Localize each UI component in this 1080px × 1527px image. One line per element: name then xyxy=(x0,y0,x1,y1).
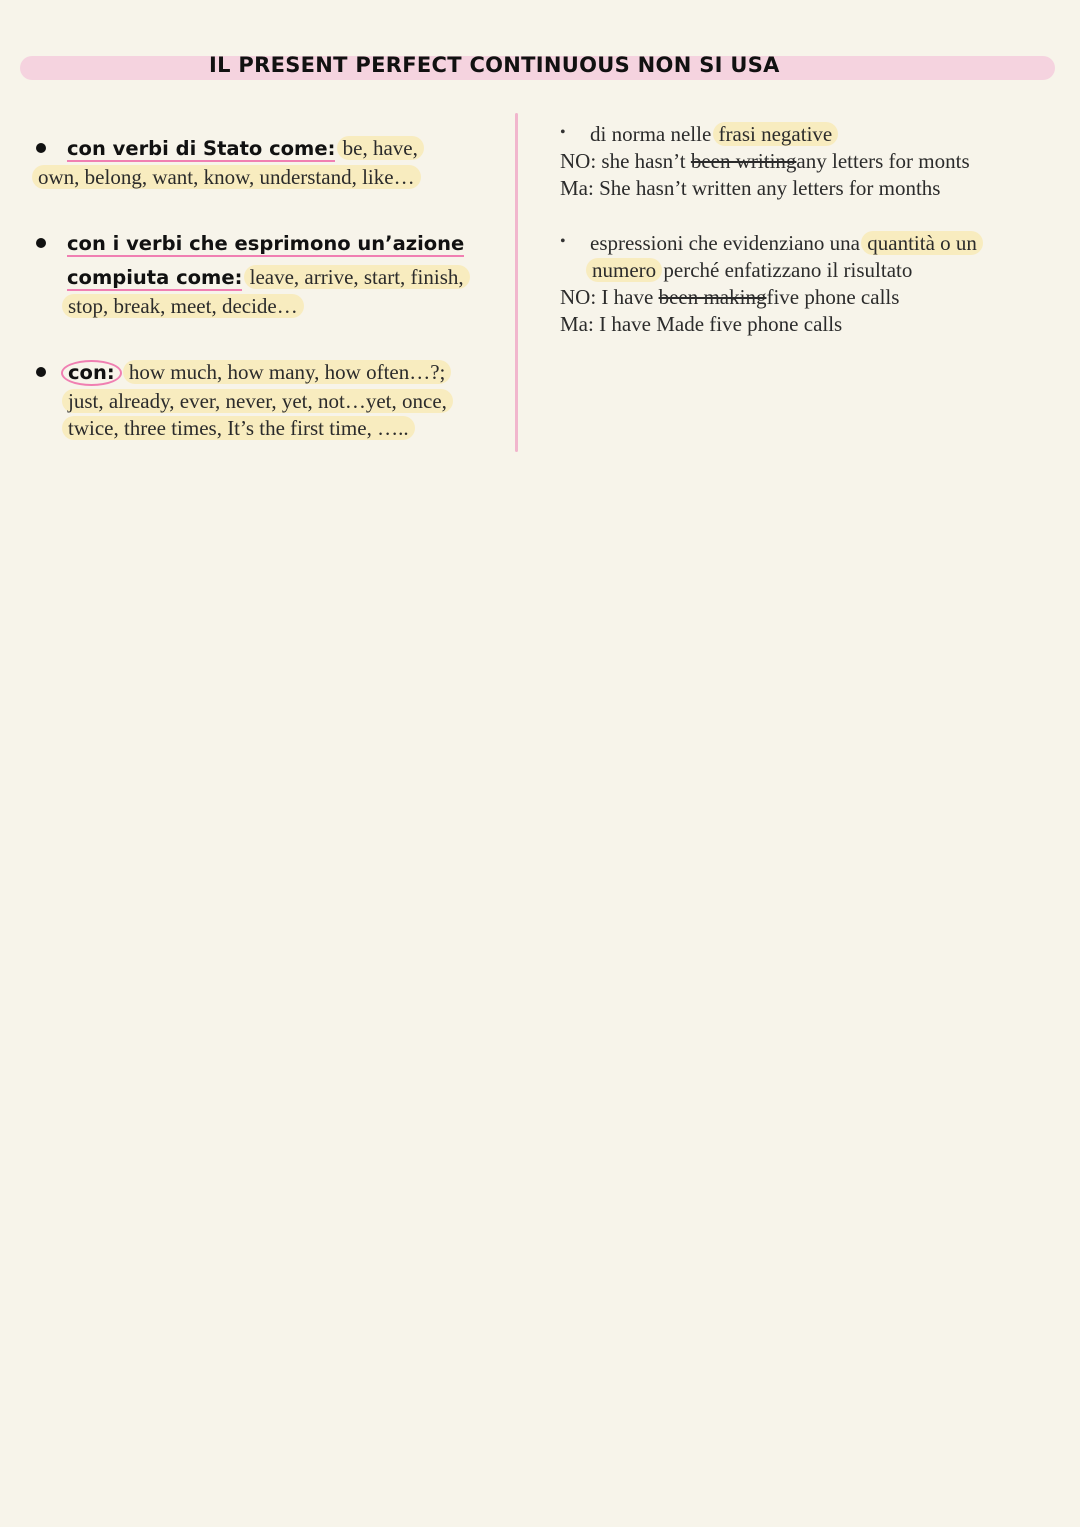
left-item1-line2 xyxy=(36,163,417,191)
left-item2-line2 xyxy=(67,263,466,292)
right-item2-ma: Ma: I have Made five phone calls xyxy=(560,312,843,336)
page-title: IL PRESENT PERFECT CONTINUOUS NON SI USA xyxy=(209,53,780,77)
right-item1-intro-text: di norma nelle xyxy=(590,122,712,146)
bullet-icon xyxy=(36,238,46,248)
left-item3-examples-1: how much, how many, how often…?; xyxy=(123,360,452,384)
right-item2-intro-highlight-2: numero xyxy=(586,258,662,282)
right-item2-intro-rest: perché enfatizzano il risultato xyxy=(663,258,913,282)
left-item2-line1 xyxy=(67,229,464,258)
left-item1-line1 xyxy=(67,134,420,163)
right-item1-no-rest: any letters for monts xyxy=(796,149,970,173)
right-item2-intro-highlight-1: quantità o un xyxy=(861,231,983,255)
left-item3-heading: con: xyxy=(61,360,122,386)
right-item2-intro-1 xyxy=(590,229,979,257)
right-item2-no-strike: been making xyxy=(658,285,767,309)
left-item2-examples-2: stop, break, meet, decide… xyxy=(62,294,304,318)
right-item2-intro-2 xyxy=(590,256,912,284)
column-divider xyxy=(515,113,518,452)
left-item3-line2 xyxy=(66,387,449,415)
right-item1-no-label: NO: she hasn’t xyxy=(560,149,686,173)
right-item1-ma-line xyxy=(560,174,940,202)
bullet-icon: • xyxy=(560,233,566,250)
right-item1-intro-highlight: frasi negative xyxy=(713,122,839,146)
left-item3-examples-2: just, already, ever, never, yet, not…yet, once, xyxy=(62,389,453,413)
left-item1-heading: con verbi di Stato come: xyxy=(67,137,335,163)
left-item2-line3 xyxy=(66,292,300,320)
right-item2-no-line xyxy=(560,283,899,311)
bullet-icon xyxy=(36,143,46,153)
right-item1-no-strike: been writing xyxy=(690,149,797,173)
left-item1-examples-2: own, belong, want, know, understand, like… xyxy=(32,165,421,189)
left-item3-line3 xyxy=(66,414,411,442)
right-item2-ma-line xyxy=(560,310,842,338)
left-item2-heading-1: con i verbi che esprimono un’azione xyxy=(67,232,464,258)
right-item1-intro xyxy=(590,120,834,148)
right-item2-no-label: NO: I have xyxy=(560,285,654,309)
left-item3-examples-3: twice, three times, It’s the first time, ….. xyxy=(62,416,415,440)
right-item1-no-line xyxy=(560,147,970,175)
left-item2-examples-1: leave, arrive, start, finish, xyxy=(244,265,470,289)
left-item2-heading-2: compiuta come: xyxy=(67,266,242,292)
left-item3-line1 xyxy=(67,358,447,386)
left-item1-examples-1: be, have, xyxy=(337,136,424,160)
right-item1-ma: Ma: She hasn’t written any letters for months xyxy=(560,176,941,200)
right-item2-no-rest: five phone calls xyxy=(766,285,900,309)
bullet-icon xyxy=(36,367,46,377)
bullet-icon: • xyxy=(560,124,566,141)
right-item2-intro-text: espressioni che evidenziano una xyxy=(590,231,860,255)
